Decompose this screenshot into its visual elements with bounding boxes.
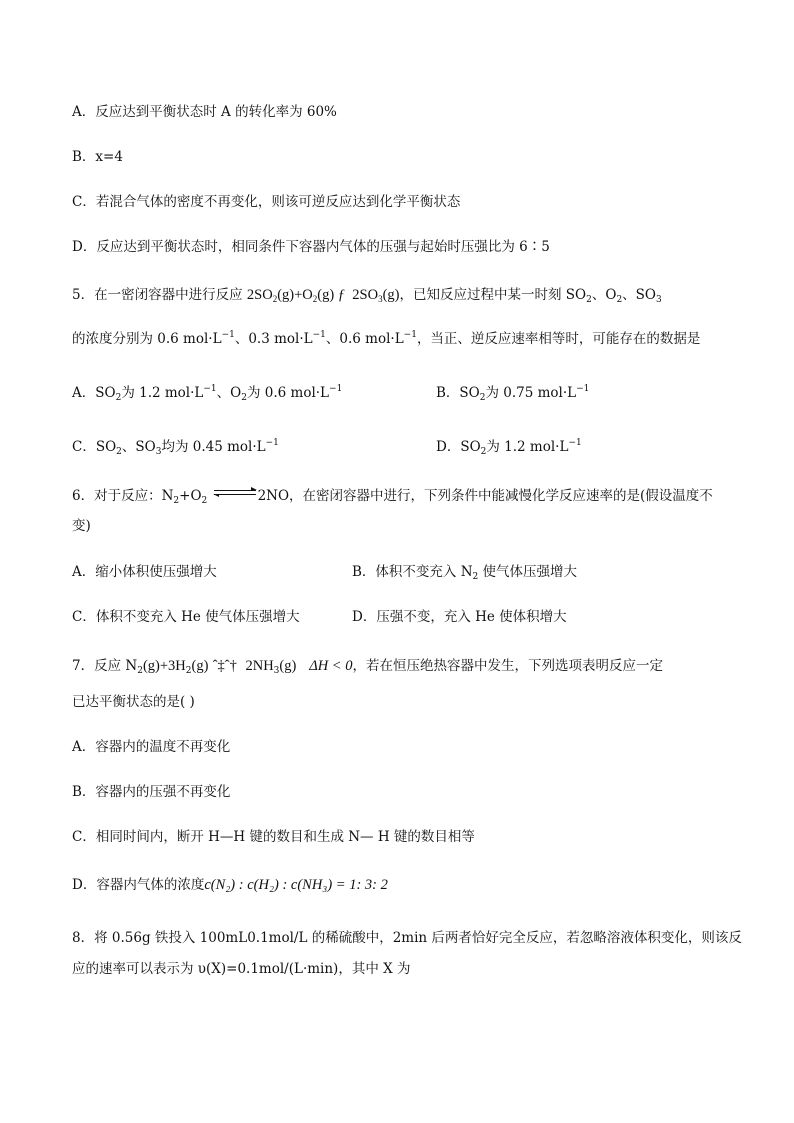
q7-stem-line1: 7．反应 $N_2(g)+3H_2(g)$ ˆ‡ˆ† $2NH_3(g)$ ΔH < 0，若在恒压绝热容器中发生，下列选项表明反应一定: [72, 658, 663, 676]
q5-option-d: D．$SO_2$为 1.2 $mol\cdot L^{-1}$: [436, 438, 582, 457]
equilibrium-arrow-glyph: ˆ‡ˆ†: [212, 658, 237, 674]
q4-option-a: A．反应达到平衡状态时 A 的转化率为 60%: [72, 104, 337, 120]
q5-option-b: B．$SO_2$为 0.75 $mol\cdot L^{-1}$: [436, 384, 590, 403]
q6-option-a: A．缩小体积使压强增大: [72, 564, 217, 580]
q6-option-d: D．压强不变，充入 He 使体积增大: [352, 609, 567, 625]
q5-equation: $2SO_2(g)+O_2(g)$ ƒ $2SO_3(g)$: [246, 287, 400, 304]
q7-stem-line2: 已达平衡状态的是( ): [72, 694, 195, 710]
q7-option-c: C．相同时间内，断开 H—H 键的数目和生成 N— H 键的数目相等: [72, 829, 475, 845]
q5-option-a: A．$SO_2$为 1.2 $mol\cdot L^{-1}$、$O_2$为 0.6 $mol\cdot L^{-1}$: [72, 384, 343, 403]
q7-option-a: A．容器内的温度不再变化: [72, 739, 231, 755]
q4-option-b: B．x=4: [72, 149, 123, 165]
q6-option-c: C．体积不变充入 He 使气体压强增大: [72, 609, 300, 625]
q6-stem-line2: 变): [72, 518, 91, 534]
q8-stem-line2: 应的速率可以表示为 υ(X)=0.1mol/(L·min)，其中 X 为: [72, 961, 411, 977]
q5-number: 5．在一密闭容器中进行反应: [72, 287, 243, 303]
reversible-arrow-icon: [214, 488, 256, 498]
q5-stem-line2: 的浓度分别为 0.6 $mol\cdot L^{-1}$、0.3 $mol\cdot L^{-1}$、0.6 $mol\cdot L^{-1}$，当正、逆反应速率相等时，可能存在的数据是: [72, 330, 701, 347]
q6-option-b: B．体积不变充入 $N_2$ 使气体压强增大: [352, 564, 578, 582]
q7-option-b: B．容器内的压强不再变化: [72, 784, 231, 800]
q5-stem-line1: 5．在一密闭容器中进行反应 $2SO_2(g)+O_2(g)$ ƒ $2SO_3(g)$，已知反应过程中某一时刻 $SO_2$、$O_2$、$SO_3$: [72, 287, 662, 305]
q5-option-c: C．$SO_2$、$SO_3$均为 0.45 $mol\cdot L^{-1}$: [72, 438, 279, 457]
q8-stem-line1: 8．将 0.56g 铁投入 100mL0.1mol/L 的稀硫酸中，2min 后两者恰好完全反应，若忽略溶液体积变化，则该反: [72, 930, 742, 946]
q4-option-d: D．反应达到平衡状态时，相同条件下容器内气体的压强与起始时压强比为 6∶5: [72, 239, 550, 255]
q4-option-c: C．若混合气体的密度不再变化，则该可逆反应达到化学平衡状态: [72, 194, 461, 210]
concentration-ratio: c(N₂) : c(H₂) : c(NH₃) = 1: 3: 2: [204, 877, 388, 893]
q6-stem-line1: 6．对于反应：$N_2+O_2$ 2NO，在密闭容器中进行，下列条件中能减慢化学反应速率的是(假设温度不: [72, 488, 713, 506]
q7-option-d: D．容器内气体的浓度c(N₂) : c(H₂) : c(NH₃) = 1: 3: 2: [72, 877, 388, 893]
